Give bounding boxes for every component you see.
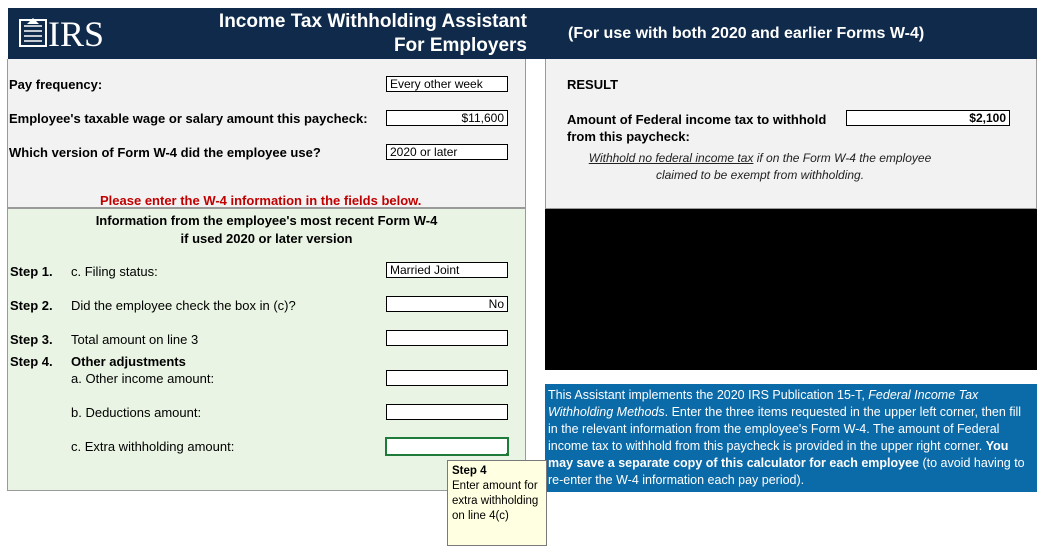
extra-withholding-input[interactable]	[385, 437, 509, 456]
info-publication-title: Federal Income Tax Withholding Methods	[548, 388, 979, 419]
eagle-icon	[18, 16, 48, 50]
w4-version-label: Which version of Form W-4 did the employee use?	[9, 145, 321, 160]
wage-input[interactable]: $11,600	[386, 110, 508, 126]
blank-panel	[545, 209, 1037, 370]
other-income-input[interactable]	[386, 370, 508, 386]
step4-label: Other adjustments	[71, 354, 186, 369]
step4a-label: a. Other income amount:	[71, 371, 215, 386]
w4-version-select[interactable]: 2020 or later	[386, 144, 508, 160]
step3-number: Step 3.	[10, 332, 53, 347]
irs-logo-text: IRS	[48, 14, 105, 54]
w4-heading-line1: Information from the employee's most recent Form W-4	[95, 213, 438, 228]
notice-text: Please enter the W-4 information in the fields below.	[100, 193, 422, 208]
app-title-line2: For Employers	[393, 35, 527, 56]
info-part2: . Enter the three items requested in the upper left corner, then fill in the relevant information from the employee's Form W-4. The amount of Federal income tax to withhold from this paycheck is provided in the upper right corner.	[548, 405, 1022, 453]
step4-tooltip	[447, 460, 547, 546]
app-title	[187, 10, 549, 58]
step1-label: c. Filing status:	[71, 264, 158, 279]
wage-label: Employee's taxable wage or salary amount this paycheck:	[9, 111, 368, 126]
step2-label: Did the employee check the box in (c)?	[71, 298, 296, 313]
step2-number: Step 2.	[10, 298, 53, 313]
step4c-label: c. Extra withholding amount:	[71, 439, 235, 454]
result-label	[567, 111, 847, 145]
info-box	[545, 384, 1037, 492]
exempt-note-rest2: claimed to be exempt from withholding.	[655, 168, 865, 182]
app-title-line1: Income Tax Withholding Assistant	[218, 11, 527, 32]
pay-frequency-select[interactable]: Every other week	[386, 76, 508, 92]
step3-label: Total amount on line 3	[71, 332, 199, 347]
exempt-link[interactable]: Withhold no federal income tax	[588, 151, 754, 165]
step4-number: Step 4.	[10, 354, 53, 369]
irs-logo	[18, 14, 104, 54]
info-save-copy-note: You may save a separate copy of this calculator for each employee	[548, 439, 1009, 470]
result-label-line2: from this paycheck:	[567, 129, 690, 144]
step1-number: Step 1.	[10, 264, 53, 279]
step3-amount-input[interactable]	[386, 330, 508, 346]
w4-heading-line2: if used 2020 or later version	[180, 231, 353, 246]
step2-checkbox-select[interactable]: No	[386, 296, 508, 312]
result-title: RESULT	[567, 77, 619, 92]
w4-section-heading	[7, 212, 526, 248]
tooltip-title: Step 4	[452, 465, 487, 477]
result-label-line1: Amount of Federal income tax to withhold	[567, 112, 827, 127]
withholding-amount-output: $2,100	[846, 110, 1010, 126]
deductions-input[interactable]	[386, 404, 508, 420]
info-part1: This Assistant implements the 2020 IRS Publication 15-T,	[548, 388, 869, 402]
step4b-label: b. Deductions amount:	[71, 405, 202, 420]
exempt-note	[560, 150, 960, 184]
header-note: (For use with both 2020 and earlier Forms W-4)	[568, 25, 925, 42]
filing-status-select[interactable]: Married Joint	[386, 262, 508, 278]
exempt-note-rest1: if on the Form W-4 the employee	[753, 151, 932, 165]
tooltip-body: Enter amount for extra withholding on line 4(c)	[452, 480, 539, 522]
info-part3: (to avoid having to re-enter the W-4 information each pay period).	[548, 456, 1025, 487]
pay-frequency-label: Pay frequency:	[9, 77, 103, 92]
